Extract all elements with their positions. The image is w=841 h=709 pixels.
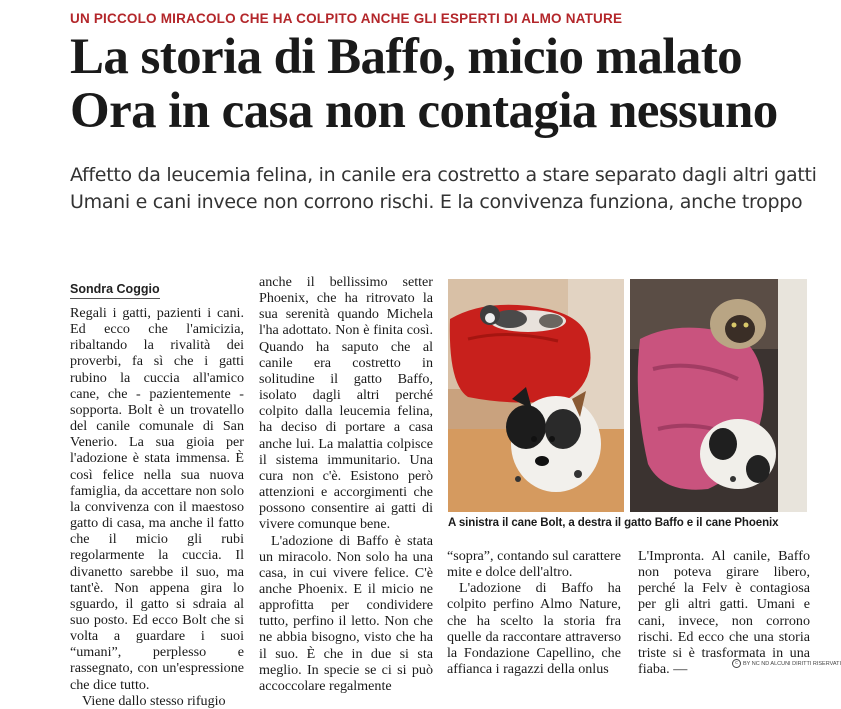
headline-line-2: Ora in casa non contagia nessuno <box>70 83 778 139</box>
paragraph: Viene dallo stesso rifugio <box>82 692 226 709</box>
byline: Sondra Coggio <box>70 282 160 299</box>
photo-caption: A sinistra il cane Bolt, a destra il gatto Baffo e il cane Phoenix <box>448 517 779 529</box>
paragraph: Regali i gatti, pazienti i cani. Ed ecco che l'amicizia, ribaltando la rivalità dei proverbi, fa sì che i gatti rubino la cuccia all'amico cane, che - pazientemente - sopporta. Bolt è un trovatello del canile comunale di San Venerio. La sua gioia per l'adozione è stata immensa. È così felice nella sua nuova famiglia, da accettare non solo la convivenza con il maestoso gatto di casa, ma anche il fatto che il micio gli rubi regolarmente la cuccia. Il divanetto sarebbe il suo, ma tant'è. Non appena gira lo sguardo, il gatto si sdraia al suo posto. Ed ecco Bolt che si volta a guardare i suoi “umani”, perplesso e rassegnato, con un'espressione che dice tutto. <box>70 305 244 693</box>
paragraph: L'Impronta. Al canile, Baffo non poteva girare libero, perché la Felv è contagiosa per gli altri gatti. Umani e cani, invece, non corrono rischi. Ed ecco che una storia triste si è trasformata in una fiaba. — <box>638 548 810 678</box>
kicker: UN PICCOLO MIRACOLO CHE HA COLPITO ANCHE GLI ESPERTI DI ALMO NATURE <box>70 11 623 26</box>
copyright-notice <box>732 659 841 668</box>
subhead-line-1: Affetto da leucemia felina, in canile era costretto a stare separato dagli altri gatti <box>70 164 817 186</box>
article-photo <box>448 279 807 512</box>
paragraph: anche il bellissimo setter Phoenix, che ha ritrovato la sua serenità quando Michela l'ha adottato. Non è finita così. Quando ha saputo che al canile era costretto in solitudine il gatto Baffo, isolato dagli altri perché colpito dalla leucemia felina, ha deciso di portare a casa anche lui. La malattia colpisce il sistema immunitario. Una cura non c'è. Esistono però attenzioni e accorgimenti che possono consentire ai gatti di vivere comunque bene. <box>259 274 433 533</box>
headline <box>70 30 810 138</box>
paragraph: L'adozione di Baffo ha colpito perfino Almo Nature, che ha scelto la storia fra quelle da raccontare attraverso la Fondazione Capellino, che affianca i ragazzi della onlus <box>447 580 621 678</box>
article-column-4 <box>638 548 810 677</box>
creative-commons-icon: c <box>732 659 741 668</box>
paragraph: L'adozione di Baffo è stata un miracolo. Non solo ha una casa, in cui vivere felice. C'è anche Phoenix. E il micio ne approfitta per condividere tutto, perfino il letto. Non che ne abbia bisogno, visto che ha il suo. È che in due si sta meglio. In specie se ci si può accoccolare regalmente <box>259 532 433 694</box>
article-column-1 <box>70 305 244 709</box>
article-column-3 <box>447 548 621 677</box>
article-column-2 <box>259 274 433 694</box>
subheadline <box>70 162 817 216</box>
copyright-text: BY NC ND ALCUNI DIRITTI RISERVATI <box>743 660 841 667</box>
subhead-line-2: Umani e cani invece non corrono rischi. E la convivenza funziona, anche troppo <box>70 191 803 213</box>
headline-line-1: La storia di Baffo, micio malato <box>70 29 743 85</box>
paragraph: “sopra”, contando sul carattere mite e dolce dell'altro. <box>447 548 621 581</box>
photo-illustration <box>448 279 807 512</box>
